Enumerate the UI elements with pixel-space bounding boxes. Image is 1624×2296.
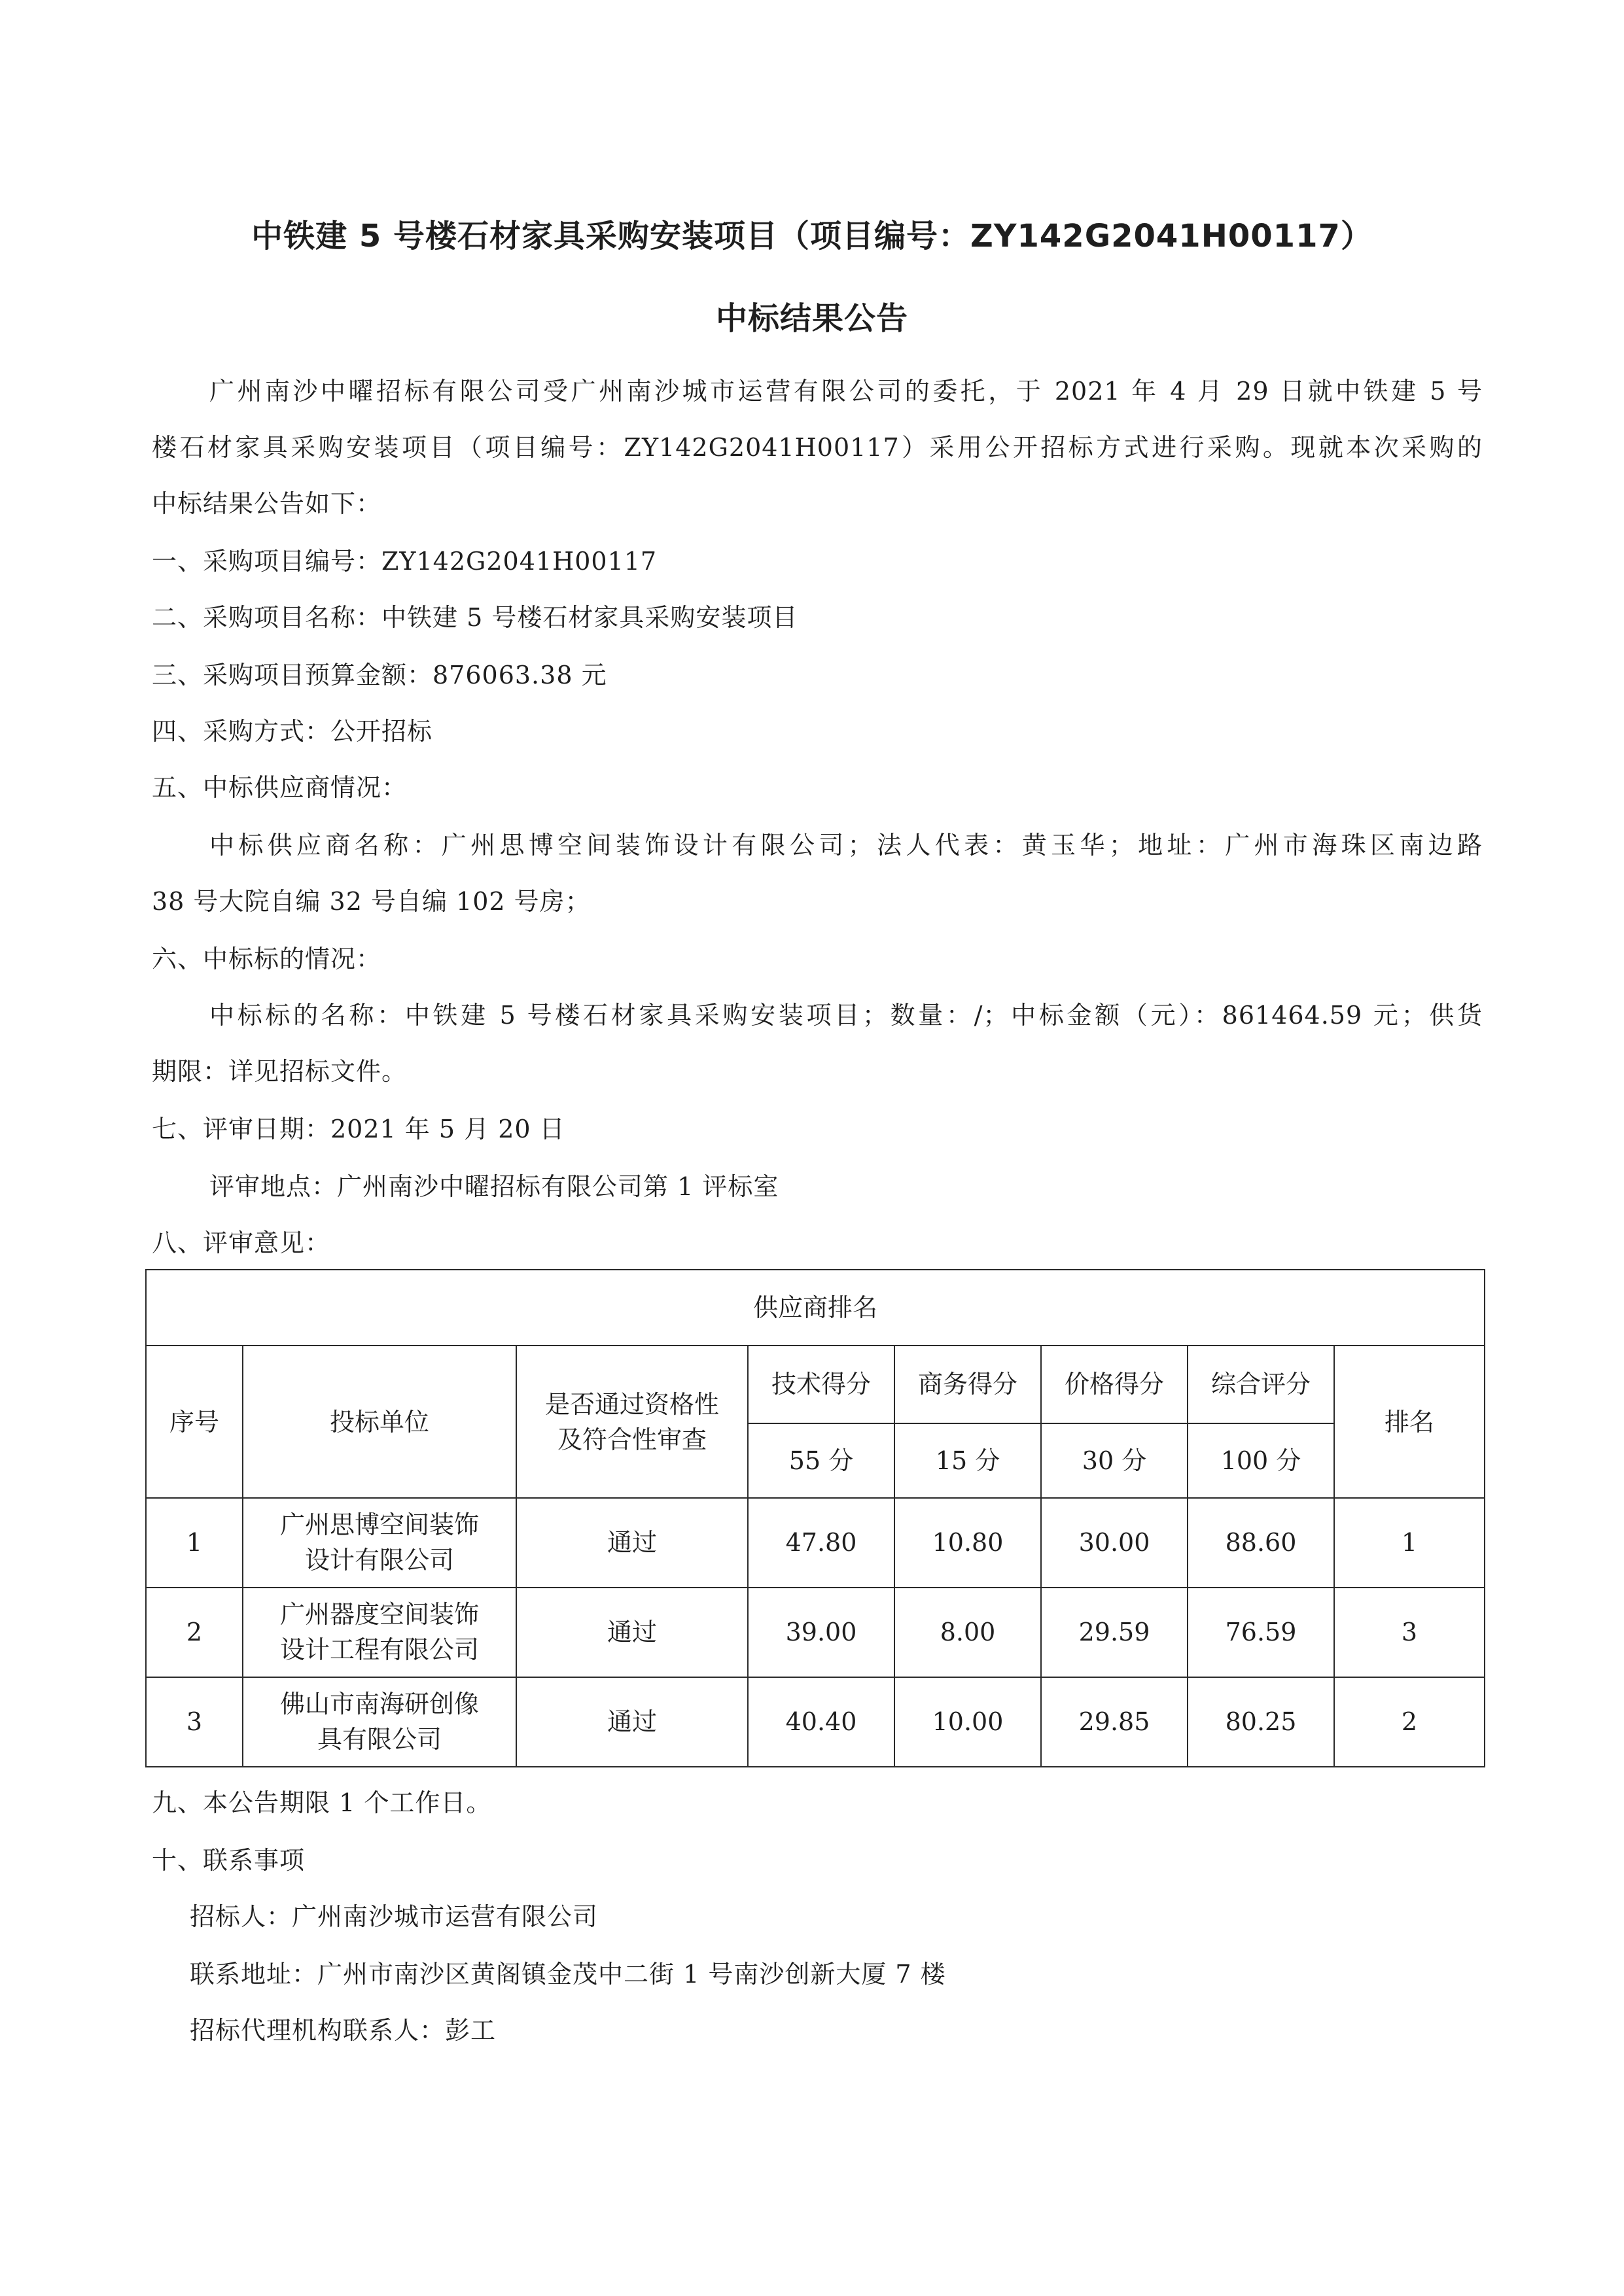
contact-address: 联系地址：广州市南沙区黄阁镇金茂中二街 1 号南沙创新大厦 7 楼 bbox=[190, 1960, 946, 1989]
row-pass: 通过 bbox=[516, 1677, 748, 1767]
section-7: 七、评审日期：2021 年 5 月 20 日 bbox=[152, 1115, 565, 1143]
supplier-ranking-table bbox=[145, 1269, 1485, 1767]
contact-tenderer: 招标人：广州南沙城市运营有限公司 bbox=[190, 1902, 599, 1931]
section-1: 一、采购项目编号：ZY142G2041H00117 bbox=[152, 547, 658, 576]
section-6: 六、中标标的情况： bbox=[152, 945, 382, 973]
supplier-line-2: 38 号大院自编 32 号自编 102 号房； bbox=[152, 887, 591, 916]
row-price: 29.59 bbox=[1041, 1588, 1188, 1677]
row-tech: 40.40 bbox=[748, 1677, 894, 1767]
row-no: 3 bbox=[146, 1677, 243, 1767]
row-bidder-line-1: 广州思博空间装饰 bbox=[279, 1510, 479, 1540]
row-bidder bbox=[243, 1677, 516, 1767]
row-biz: 10.80 bbox=[894, 1498, 1041, 1588]
table-caption: 供应商排名 bbox=[146, 1270, 1485, 1346]
row-bidder-line-1: 广州器度空间装饰 bbox=[279, 1600, 479, 1629]
row-total: 80.25 bbox=[1188, 1677, 1334, 1767]
header-total-max: 100 分 bbox=[1188, 1423, 1334, 1498]
row-total: 88.60 bbox=[1188, 1498, 1334, 1588]
contact-agent-person: 招标代理机构联系人：彭工 bbox=[190, 2016, 497, 2045]
header-rank: 排名 bbox=[1334, 1346, 1485, 1498]
row-rank: 2 bbox=[1334, 1677, 1485, 1767]
row-bidder-line-2: 设计工程有限公司 bbox=[279, 1635, 479, 1665]
section-4: 四、采购方式：公开招标 bbox=[152, 717, 433, 746]
document-subtitle: 中标结果公告 bbox=[715, 300, 908, 337]
header-biz: 商务得分 bbox=[894, 1346, 1041, 1423]
section-3: 三、采购项目预算金额：876063.38 元 bbox=[152, 661, 607, 689]
intro-line-1: 广州南沙中曜招标有限公司受广州南沙城市运营有限公司的委托，于 2021 年 4 月 29 日就中铁建 5 号 bbox=[209, 377, 1483, 406]
row-biz: 10.00 bbox=[894, 1677, 1041, 1767]
row-no: 2 bbox=[146, 1588, 243, 1677]
header-qualification bbox=[516, 1346, 748, 1498]
row-bidder-line-1: 佛山市南海研创像 bbox=[279, 1690, 479, 1719]
supplier-line-1: 中标供应商名称：广州思博空间装饰设计有限公司；法人代表：黄玉华；地址：广州市海珠区南边路 bbox=[209, 831, 1483, 860]
row-rank: 3 bbox=[1334, 1588, 1485, 1677]
header-no: 序号 bbox=[146, 1346, 243, 1498]
award-line-2: 期限：详见招标文件。 bbox=[152, 1057, 408, 1086]
header-bidder: 投标单位 bbox=[243, 1346, 516, 1498]
header-price: 价格得分 bbox=[1041, 1346, 1188, 1423]
section-8: 八、评审意见： bbox=[152, 1228, 331, 1257]
header-qualification-line-2: 及符合性审查 bbox=[557, 1425, 707, 1454]
award-line-1: 中标标的名称：中铁建 5 号楼石材家具采购安装项目；数量：/；中标金额（元）：861464.59 元；供货 bbox=[209, 1001, 1483, 1030]
section-9: 九、本公告期限 1 个工作日。 bbox=[152, 1788, 492, 1817]
table-row bbox=[146, 1498, 1485, 1588]
row-bidder bbox=[243, 1588, 516, 1677]
row-tech: 47.80 bbox=[748, 1498, 894, 1588]
header-tech: 技术得分 bbox=[748, 1346, 894, 1423]
header-qualification-line-1: 是否通过资格性 bbox=[544, 1389, 719, 1419]
row-price: 29.85 bbox=[1041, 1677, 1188, 1767]
row-pass: 通过 bbox=[516, 1498, 748, 1588]
header-price-max: 30 分 bbox=[1041, 1423, 1188, 1498]
row-total: 76.59 bbox=[1188, 1588, 1334, 1677]
row-price: 30.00 bbox=[1041, 1498, 1188, 1588]
row-no: 1 bbox=[146, 1498, 243, 1588]
section-10: 十、联系事项 bbox=[152, 1846, 306, 1875]
row-bidder-line-2: 具有限公司 bbox=[317, 1725, 442, 1754]
intro-line-3: 中标结果公告如下： bbox=[152, 489, 382, 518]
row-tech: 39.00 bbox=[748, 1588, 894, 1677]
document-title: 中铁建 5 号楼石材家具采购安装项目（项目编号：ZY142G2041H00117） bbox=[251, 218, 1373, 254]
row-pass: 通过 bbox=[516, 1588, 748, 1677]
row-rank: 1 bbox=[1334, 1498, 1485, 1588]
header-biz-max: 15 分 bbox=[894, 1423, 1041, 1498]
intro-line-2: 楼石材家具采购安装项目（项目编号：ZY142G2041H00117）采用公开招标方式进行采购。现就本次采购的 bbox=[152, 433, 1483, 462]
table-row bbox=[146, 1677, 1485, 1767]
header-total: 综合评分 bbox=[1188, 1346, 1334, 1423]
table-row bbox=[146, 1588, 1485, 1677]
review-location: 评审地点：广州南沙中曜招标有限公司第 1 评标室 bbox=[209, 1172, 779, 1201]
row-biz: 8.00 bbox=[894, 1588, 1041, 1677]
section-5: 五、中标供应商情况： bbox=[152, 773, 408, 802]
row-bidder bbox=[243, 1498, 516, 1588]
section-2: 二、采购项目名称：中铁建 5 号楼石材家具采购安装项目 bbox=[152, 603, 798, 632]
row-bidder-line-2: 设计有限公司 bbox=[304, 1546, 454, 1575]
header-tech-max: 55 分 bbox=[748, 1423, 894, 1498]
